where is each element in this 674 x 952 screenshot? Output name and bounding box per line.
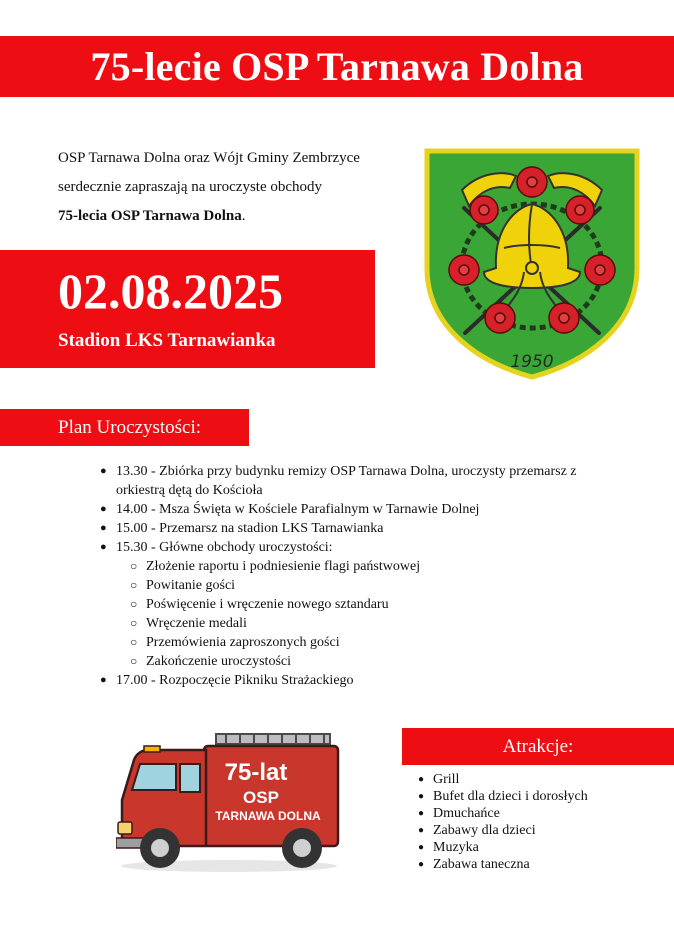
event-date: 02.08.2025 bbox=[58, 263, 283, 319]
intro-line-2: serdecznie zapraszają na uroczyste obchody bbox=[58, 179, 323, 195]
event-date-box bbox=[0, 250, 375, 368]
attractions-list bbox=[418, 771, 588, 873]
truck-text-osp: OSP bbox=[243, 788, 279, 807]
plan-subitem: ○ Wręczenie medali bbox=[116, 614, 620, 633]
plan-subitem: ○ Zakończenie uroczystości bbox=[116, 652, 620, 671]
plan-sublist bbox=[116, 557, 620, 671]
plan-item-main-ceremony bbox=[100, 538, 620, 671]
fire-brigade-crest bbox=[424, 148, 640, 380]
plan-item: ● 15.00 - Przemarsz na stadion LKS Tarnawianka bbox=[100, 519, 620, 538]
plan-subitem: ○ Powitanie gości bbox=[116, 576, 620, 595]
page-title-banner bbox=[0, 36, 674, 97]
attraction-item: ● Zabawy dla dzieci bbox=[418, 822, 588, 839]
fire-truck-illustration bbox=[116, 730, 342, 874]
plan-subitem: ○ Przemówienia zaproszonych gości bbox=[116, 633, 620, 652]
plan-heading: Plan Uroczystości: bbox=[0, 409, 249, 446]
page-title: 75-lecie OSP Tarnawa Dolna bbox=[90, 44, 584, 89]
attraction-item: ● Grill bbox=[418, 771, 588, 788]
plan-subitem: ○ Poświęcenie i wręczenie nowego sztandaru bbox=[116, 595, 620, 614]
plan-item: ● 17.00 - Rozpoczęcie Pikniku Strażackiego bbox=[100, 671, 620, 690]
attraction-item: ● Bufet dla dzieci i dorosłych bbox=[418, 788, 588, 805]
plan-item: ● 14.00 - Msza Święta w Kościele Parafialnym w Tarnawie Dolnej bbox=[100, 500, 620, 519]
attraction-item: ● Dmuchańce bbox=[418, 805, 588, 822]
plan-list bbox=[100, 462, 620, 690]
intro-line-1: OSP Tarnawa Dolna oraz Wójt Gminy Zembrzyce bbox=[58, 150, 360, 166]
plan-subitem: ○ Złożenie raportu i podniesienie flagi państwowej bbox=[116, 557, 620, 576]
crest-year: 1950 bbox=[510, 352, 554, 372]
plan-item: ● 13.30 - Zbiórka przy budynku remizy OSP Tarnawa Dolna, uroczysty przemarsz z orkiestrą dętą do Kościoła bbox=[100, 462, 620, 500]
intro-highlight: 75-lecia OSP Tarnawa Dolna bbox=[58, 208, 242, 224]
truck-text-name: TARNAWA DOLNA bbox=[215, 809, 321, 823]
intro-text bbox=[58, 144, 418, 231]
truck-text-years: 75-lat bbox=[224, 759, 288, 786]
ladder-icon bbox=[216, 734, 330, 744]
attractions-heading: Atrakcje: bbox=[402, 728, 674, 765]
attraction-item: ● Zabawa taneczna bbox=[418, 856, 588, 873]
intro-period: . bbox=[241, 208, 246, 224]
intro-line-3 bbox=[58, 202, 418, 231]
truck-window bbox=[132, 764, 176, 790]
event-venue: Stadion LKS Tarnawianka bbox=[58, 330, 276, 351]
attraction-item: ● Muzyka bbox=[418, 839, 588, 856]
plan-item-label: 15.30 - Główne obchody uroczystości: bbox=[116, 540, 333, 555]
